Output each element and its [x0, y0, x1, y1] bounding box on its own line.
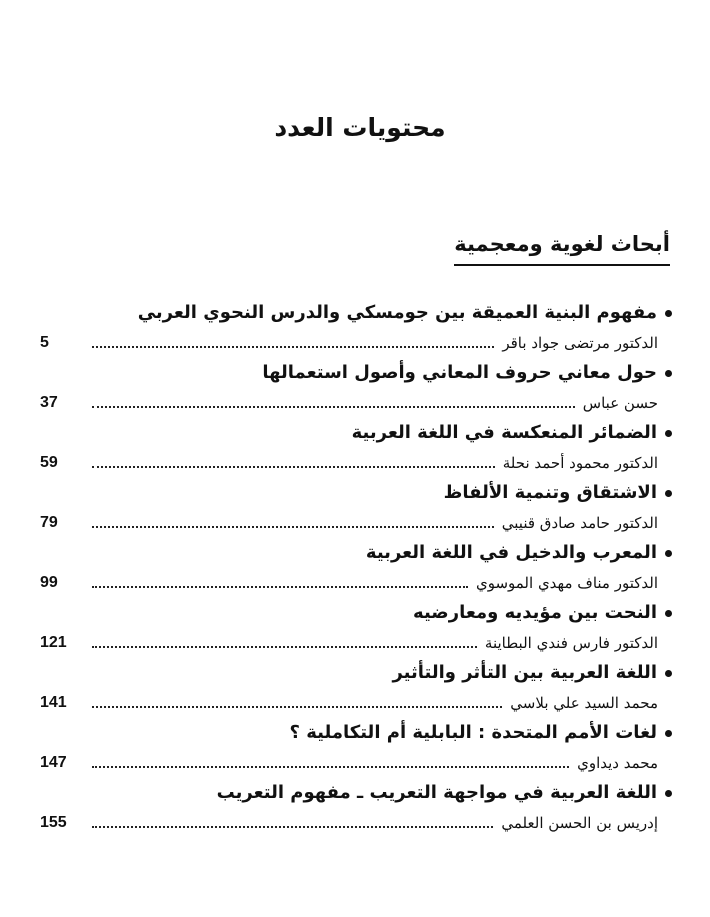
- bullet-icon: [665, 370, 672, 377]
- toc-entry: [40, 540, 672, 600]
- dot-leader: [92, 346, 494, 348]
- toc-entry: [40, 600, 672, 660]
- page-title: محتويات العدد: [274, 113, 446, 142]
- entry-title-text: حول معاني حروف المعاني وأصول استعمالها: [262, 362, 657, 383]
- entry-line: [40, 449, 672, 473]
- entry-title-text: المعرب والدخيل في اللغة العربية: [365, 542, 657, 563]
- entry-title-text: الاشتقاق وتنمية الألفاظ: [443, 482, 657, 503]
- bullet-icon: [665, 670, 672, 677]
- entry-title-text: لغات الأمم المتحدة : البابلية أم التكاملية ؟: [289, 722, 657, 743]
- bullet-icon: [665, 790, 672, 797]
- entry-line: [40, 629, 672, 653]
- dot-leader: [92, 766, 569, 768]
- author-name: إدريس بن الحسن العلمي: [501, 814, 658, 832]
- entry-line: [40, 509, 672, 533]
- page-number: 59: [40, 454, 58, 471]
- entry-line: [40, 389, 672, 413]
- bullet-icon: [665, 610, 672, 617]
- entry-line: [40, 569, 672, 593]
- dot-leader: [92, 526, 494, 528]
- author-name: محمد ديداوي: [577, 754, 658, 772]
- entry-title: [413, 600, 672, 626]
- entry-title: [366, 540, 672, 566]
- toc-entry: [40, 780, 672, 840]
- toc-entry: [40, 480, 672, 540]
- entry-title-text: اللغة العربية في مواجهة التعريب ـ مفهوم التعريب: [216, 782, 657, 803]
- dot-leader: [92, 466, 495, 468]
- author-name: الدكتور فارس فندي البطاينة: [484, 634, 658, 652]
- dot-leader: [92, 406, 575, 408]
- toc-entry: [40, 660, 672, 720]
- page-number: 155: [40, 814, 67, 831]
- section-heading: أبحاث لغوية ومعجمية: [454, 231, 670, 266]
- page-number: 121: [40, 634, 67, 651]
- entry-title: [217, 780, 672, 806]
- entry-title: [352, 420, 672, 446]
- page-number: 99: [40, 574, 58, 591]
- page-number: 141: [40, 694, 67, 711]
- entry-line: [40, 329, 672, 353]
- author-name: الدكتور مناف مهدي الموسوي: [475, 574, 658, 592]
- bullet-icon: [665, 490, 672, 497]
- dot-leader: [92, 706, 502, 708]
- page-number: 5: [40, 334, 49, 351]
- entry-title: [444, 480, 672, 506]
- dot-leader: [92, 586, 468, 588]
- toc-entry: [40, 420, 672, 480]
- toc-entry: [40, 720, 672, 780]
- author-name: الدكتور مرتضى جواد باقر: [502, 334, 658, 352]
- author-name: الدكتور حامد صادق قنيبي: [501, 514, 658, 532]
- author-name: حسن عباس: [582, 394, 658, 412]
- entry-title: [138, 300, 672, 326]
- toc-entry: [40, 360, 672, 420]
- entry-line: [40, 749, 672, 773]
- table-of-contents: [40, 300, 672, 840]
- dot-leader: [92, 646, 477, 648]
- entry-title-text: الضمائر المنعكسة في اللغة العربية: [351, 422, 657, 443]
- page-number: 37: [40, 394, 58, 411]
- entry-title-text: اللغة العربية بين التأثر والتأثير: [392, 662, 657, 683]
- bullet-icon: [665, 730, 672, 737]
- entry-line: [40, 689, 672, 713]
- author-name: محمد السيد علي بلاسي: [510, 694, 658, 712]
- author-name: الدكتور محمود أحمد نحلة: [502, 454, 658, 472]
- entry-title-text: مفهوم البنية العميقة بين جومسكي والدرس النحوي العربي: [137, 302, 657, 323]
- entry-title: [262, 360, 672, 386]
- bullet-icon: [665, 310, 672, 317]
- entry-line: [40, 809, 672, 833]
- page-number: 79: [40, 514, 58, 531]
- dot-leader: [92, 826, 493, 828]
- toc-entry: [40, 300, 672, 360]
- entry-title: [392, 660, 672, 686]
- bullet-icon: [665, 430, 672, 437]
- bullet-icon: [665, 550, 672, 557]
- entry-title-text: النحت بين مؤيديه ومعارضيه: [413, 602, 657, 623]
- entry-title: [290, 720, 672, 746]
- page-number: 147: [40, 754, 67, 771]
